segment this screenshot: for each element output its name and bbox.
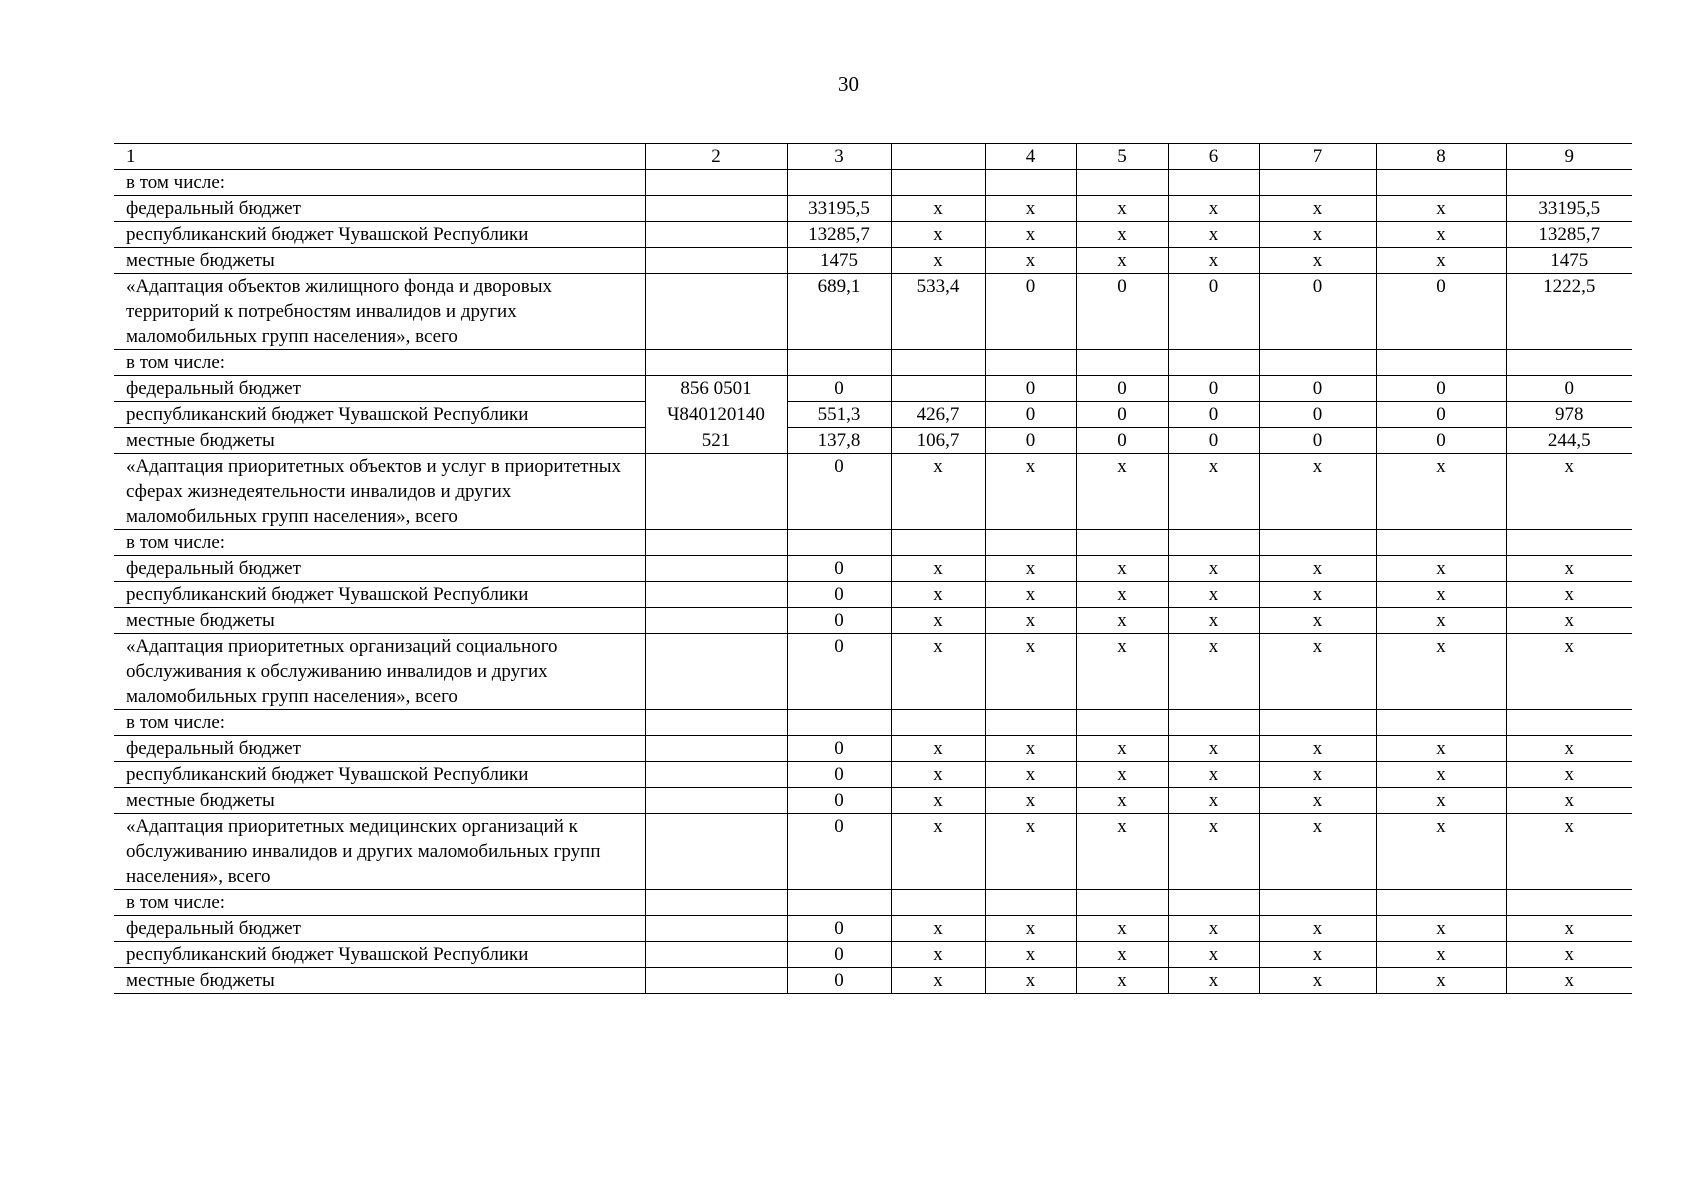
value-cell: x (891, 788, 985, 814)
table-row (114, 170, 1632, 196)
value-cell: 1475 (1506, 248, 1632, 274)
budget-code-cell (645, 582, 787, 608)
budget-code-cell (645, 762, 787, 788)
value-cell: 0 (787, 788, 891, 814)
budget-code-cell: 856 0501 (645, 376, 787, 402)
value-cell: x (985, 736, 1076, 762)
table-row (114, 710, 1632, 736)
row-name-cell: федеральный бюджет (114, 376, 645, 402)
value-cell: x (1076, 582, 1168, 608)
row-name-cell: в том числе: (114, 710, 645, 736)
budget-code-cell (645, 916, 787, 942)
value-cell: x (1076, 248, 1168, 274)
budget-code-cell (645, 788, 787, 814)
value-cell: x (1168, 634, 1259, 710)
row-name-cell: в том числе: (114, 890, 645, 916)
value-cell: x (1259, 582, 1376, 608)
page-number: 30 (838, 72, 859, 96)
row-name-cell: республиканский бюджет Чувашской Республики (114, 222, 645, 248)
value-cell (787, 710, 891, 736)
value-cell: x (1259, 788, 1376, 814)
value-cell: x (1506, 634, 1632, 710)
value-cell: x (891, 608, 985, 634)
value-cell: x (985, 634, 1076, 710)
value-cell: 0 (1259, 376, 1376, 402)
value-cell: 0 (1168, 402, 1259, 428)
value-cell: x (891, 556, 985, 582)
value-cell: x (1076, 196, 1168, 222)
row-name-cell: местные бюджеты (114, 248, 645, 274)
value-cell (985, 530, 1076, 556)
value-cell: x (1168, 788, 1259, 814)
value-cell: x (1076, 634, 1168, 710)
value-cell: x (1076, 916, 1168, 942)
budget-table (114, 143, 1632, 994)
value-cell (1376, 530, 1506, 556)
value-cell: x (1376, 196, 1506, 222)
value-cell: 0 (787, 814, 891, 890)
row-name-cell: местные бюджеты (114, 968, 645, 994)
value-cell: 137,8 (787, 428, 891, 454)
budget-code-cell (645, 350, 787, 376)
table-row (114, 890, 1632, 916)
row-name-cell: «Адаптация приоритетных медицинских организаций к обслуживанию инвалидов и других маломобильных групп населения», всего (114, 814, 645, 890)
value-cell: x (1259, 454, 1376, 530)
value-cell: x (891, 736, 985, 762)
value-cell: 0 (787, 736, 891, 762)
header-cell: 2 (645, 144, 787, 170)
value-cell (891, 890, 985, 916)
value-cell (891, 170, 985, 196)
value-cell: x (1259, 556, 1376, 582)
value-cell (891, 376, 985, 402)
row-name-cell: «Адаптация приоритетных объектов и услуг в приоритетных сферах жизнедеятельности инвалидов и других маломобильных групп населения», всего (114, 454, 645, 530)
row-name-cell: «Адаптация объектов жилищного фонда и дворовых территорий к потребностям инвалидов и других маломобильных групп населения», всего (114, 274, 645, 350)
value-cell (787, 890, 891, 916)
value-cell: x (985, 556, 1076, 582)
value-cell: 0 (1506, 376, 1632, 402)
value-cell: 533,4 (891, 274, 985, 350)
budget-code-cell (645, 968, 787, 994)
value-cell: x (891, 582, 985, 608)
value-cell: 0 (1168, 428, 1259, 454)
value-cell: x (1076, 222, 1168, 248)
value-cell: 0 (787, 556, 891, 582)
value-cell: x (1076, 762, 1168, 788)
value-cell (1076, 710, 1168, 736)
value-cell: x (1376, 814, 1506, 890)
value-cell: 0 (787, 608, 891, 634)
value-cell: x (985, 582, 1076, 608)
value-cell: 0 (1259, 402, 1376, 428)
row-name-cell: в том числе: (114, 350, 645, 376)
value-cell: x (1376, 942, 1506, 968)
value-cell: x (1506, 582, 1632, 608)
header-cell (891, 144, 985, 170)
table-row (114, 608, 1632, 634)
value-cell: x (1376, 788, 1506, 814)
value-cell: 0 (787, 454, 891, 530)
value-cell: x (891, 454, 985, 530)
table-row (114, 788, 1632, 814)
value-cell: 0 (985, 376, 1076, 402)
value-cell: 106,7 (891, 428, 985, 454)
value-cell (1168, 350, 1259, 376)
value-cell: x (1168, 942, 1259, 968)
table-row (114, 350, 1632, 376)
header-cell: 9 (1506, 144, 1632, 170)
value-cell (985, 350, 1076, 376)
value-cell: x (891, 222, 985, 248)
value-cell: x (891, 916, 985, 942)
value-cell: 426,7 (891, 402, 985, 428)
value-cell: x (1259, 608, 1376, 634)
value-cell (1076, 350, 1168, 376)
value-cell: x (1376, 736, 1506, 762)
table-row (114, 814, 1632, 890)
value-cell: x (1168, 762, 1259, 788)
value-cell: x (1506, 814, 1632, 890)
table-row (114, 582, 1632, 608)
value-cell (891, 350, 985, 376)
value-cell (985, 710, 1076, 736)
row-name-cell: в том числе: (114, 170, 645, 196)
value-cell: 0 (1076, 274, 1168, 350)
row-name-cell: местные бюджеты (114, 608, 645, 634)
value-cell: x (1506, 454, 1632, 530)
value-cell (985, 890, 1076, 916)
value-cell (1076, 890, 1168, 916)
row-name-cell: в том числе: (114, 530, 645, 556)
row-name-cell: республиканский бюджет Чувашской Республики (114, 762, 645, 788)
value-cell: x (1376, 762, 1506, 788)
value-cell: x (1376, 556, 1506, 582)
value-cell: 0 (787, 634, 891, 710)
value-cell: x (891, 814, 985, 890)
budget-code-cell (645, 196, 787, 222)
value-cell: x (1259, 248, 1376, 274)
budget-code-cell (645, 890, 787, 916)
value-cell: 0 (985, 428, 1076, 454)
value-cell: x (1259, 916, 1376, 942)
value-cell (1259, 530, 1376, 556)
value-cell: x (1168, 582, 1259, 608)
value-cell (1376, 890, 1506, 916)
value-cell: x (985, 916, 1076, 942)
value-cell: x (1506, 608, 1632, 634)
header-cell: 8 (1376, 144, 1506, 170)
value-cell: x (1259, 196, 1376, 222)
value-cell: x (985, 454, 1076, 530)
value-cell: x (1376, 968, 1506, 994)
row-name-cell: федеральный бюджет (114, 736, 645, 762)
budget-code-cell (645, 454, 787, 530)
budget-code-cell (645, 710, 787, 736)
budget-code-cell: Ч840120140 (645, 402, 787, 428)
value-cell (1168, 890, 1259, 916)
header-cell: 5 (1076, 144, 1168, 170)
budget-code-cell (645, 274, 787, 350)
budget-code-cell (645, 170, 787, 196)
value-cell: x (985, 222, 1076, 248)
table-row (114, 530, 1632, 556)
value-cell: x (1259, 762, 1376, 788)
budget-code-cell (645, 530, 787, 556)
header-cell: 1 (114, 144, 645, 170)
table-row (114, 556, 1632, 582)
value-cell: 33195,5 (787, 196, 891, 222)
value-cell: x (1076, 736, 1168, 762)
value-cell: x (1376, 454, 1506, 530)
row-name-cell: республиканский бюджет Чувашской Республики (114, 402, 645, 428)
value-cell: x (891, 196, 985, 222)
value-cell: 0 (1376, 428, 1506, 454)
value-cell (1168, 530, 1259, 556)
value-cell (985, 170, 1076, 196)
value-cell: x (1168, 222, 1259, 248)
value-cell (787, 530, 891, 556)
header-cell: 3 (787, 144, 891, 170)
value-cell: x (1259, 222, 1376, 248)
value-cell: 0 (787, 968, 891, 994)
table-row (114, 196, 1632, 222)
value-cell: x (1076, 556, 1168, 582)
value-cell (1076, 170, 1168, 196)
value-cell: 0 (1376, 274, 1506, 350)
row-name-cell: федеральный бюджет (114, 556, 645, 582)
value-cell (1506, 710, 1632, 736)
value-cell: x (985, 942, 1076, 968)
value-cell: 0 (985, 274, 1076, 350)
value-cell: x (1168, 556, 1259, 582)
value-cell: x (985, 762, 1076, 788)
row-name-cell: федеральный бюджет (114, 916, 645, 942)
value-cell: x (1168, 916, 1259, 942)
value-cell: x (1376, 248, 1506, 274)
value-cell: 0 (1168, 376, 1259, 402)
value-cell: x (985, 814, 1076, 890)
value-cell: 0 (787, 762, 891, 788)
value-cell (1376, 710, 1506, 736)
value-cell: x (1168, 736, 1259, 762)
table-row (114, 454, 1632, 530)
value-cell: 0 (1376, 402, 1506, 428)
value-cell: x (985, 608, 1076, 634)
value-cell: 1222,5 (1506, 274, 1632, 350)
value-cell (891, 530, 985, 556)
value-cell (1376, 350, 1506, 376)
value-cell: x (1376, 582, 1506, 608)
value-cell: x (1506, 556, 1632, 582)
value-cell: x (891, 634, 985, 710)
budget-code-cell (645, 736, 787, 762)
value-cell (1506, 890, 1632, 916)
value-cell (1259, 710, 1376, 736)
value-cell: x (1376, 634, 1506, 710)
value-cell: x (1076, 788, 1168, 814)
value-cell: x (1506, 736, 1632, 762)
value-cell: 0 (1259, 428, 1376, 454)
table-row (114, 634, 1632, 710)
table-row (114, 402, 1632, 428)
budget-code-cell (645, 942, 787, 968)
row-name-cell: республиканский бюджет Чувашской Республики (114, 942, 645, 968)
value-cell: x (1168, 608, 1259, 634)
value-cell (1376, 170, 1506, 196)
value-cell: x (1168, 814, 1259, 890)
table-row (114, 762, 1632, 788)
value-cell: x (1168, 968, 1259, 994)
value-cell: x (1076, 968, 1168, 994)
value-cell: x (1376, 608, 1506, 634)
value-cell: 0 (787, 942, 891, 968)
value-cell: 689,1 (787, 274, 891, 350)
value-cell: x (1506, 942, 1632, 968)
value-cell: 551,3 (787, 402, 891, 428)
header-cell: 7 (1259, 144, 1376, 170)
value-cell: x (891, 248, 985, 274)
value-cell: x (1168, 248, 1259, 274)
table-row (114, 222, 1632, 248)
row-name-cell: «Адаптация приоритетных организаций социального обслуживания к обслуживанию инвалидов и других маломобильных групп населения», всего (114, 634, 645, 710)
value-cell: x (1076, 608, 1168, 634)
table-row (114, 376, 1632, 402)
value-cell (1259, 350, 1376, 376)
budget-code-cell (645, 556, 787, 582)
table-row (114, 736, 1632, 762)
table-row (114, 428, 1632, 454)
value-cell: 13285,7 (787, 222, 891, 248)
value-cell: x (1376, 916, 1506, 942)
value-cell: x (1259, 634, 1376, 710)
value-cell: x (1376, 222, 1506, 248)
table-row (114, 248, 1632, 274)
value-cell (787, 170, 891, 196)
header-cell: 6 (1168, 144, 1259, 170)
value-cell: x (891, 942, 985, 968)
value-cell (1259, 170, 1376, 196)
budget-code-cell (645, 222, 787, 248)
value-cell: x (985, 248, 1076, 274)
value-cell (1168, 170, 1259, 196)
value-cell (1506, 350, 1632, 376)
value-cell: 0 (787, 582, 891, 608)
value-cell: 0 (1076, 376, 1168, 402)
budget-code-cell: 521 (645, 428, 787, 454)
value-cell: x (1076, 942, 1168, 968)
value-cell: x (1506, 762, 1632, 788)
value-cell: x (1506, 788, 1632, 814)
value-cell: x (985, 968, 1076, 994)
row-name-cell: местные бюджеты (114, 788, 645, 814)
budget-code-cell (645, 634, 787, 710)
budget-code-cell (645, 814, 787, 890)
value-cell: x (1259, 942, 1376, 968)
value-cell: 0 (1168, 274, 1259, 350)
value-cell: x (1506, 916, 1632, 942)
header-cell: 4 (985, 144, 1076, 170)
value-cell: 13285,7 (1506, 222, 1632, 248)
value-cell (1506, 170, 1632, 196)
value-cell (1506, 530, 1632, 556)
value-cell: x (1259, 814, 1376, 890)
value-cell (1168, 710, 1259, 736)
value-cell (891, 710, 985, 736)
value-cell: 33195,5 (1506, 196, 1632, 222)
row-name-cell: федеральный бюджет (114, 196, 645, 222)
value-cell: x (891, 968, 985, 994)
row-name-cell: местные бюджеты (114, 428, 645, 454)
table-row (114, 968, 1632, 994)
value-cell (1259, 890, 1376, 916)
value-cell: 244,5 (1506, 428, 1632, 454)
value-cell: 0 (787, 376, 891, 402)
value-cell: x (1076, 814, 1168, 890)
value-cell: x (1076, 454, 1168, 530)
budget-code-cell (645, 608, 787, 634)
value-cell: 0 (985, 402, 1076, 428)
value-cell: 0 (1259, 274, 1376, 350)
table-row (114, 942, 1632, 968)
header-row (114, 144, 1632, 170)
value-cell: x (1259, 736, 1376, 762)
value-cell: x (891, 762, 985, 788)
value-cell: 1475 (787, 248, 891, 274)
value-cell (1076, 530, 1168, 556)
value-cell: x (1168, 196, 1259, 222)
value-cell: x (1259, 968, 1376, 994)
value-cell: x (985, 196, 1076, 222)
value-cell: x (1506, 968, 1632, 994)
value-cell: x (985, 788, 1076, 814)
value-cell: 0 (1076, 428, 1168, 454)
value-cell: x (1168, 454, 1259, 530)
table-row (114, 274, 1632, 350)
value-cell: 0 (1376, 376, 1506, 402)
value-cell: 0 (787, 916, 891, 942)
value-cell: 978 (1506, 402, 1632, 428)
value-cell: 0 (1076, 402, 1168, 428)
budget-code-cell (645, 248, 787, 274)
table-row (114, 916, 1632, 942)
row-name-cell: республиканский бюджет Чувашской Республики (114, 582, 645, 608)
value-cell (787, 350, 891, 376)
